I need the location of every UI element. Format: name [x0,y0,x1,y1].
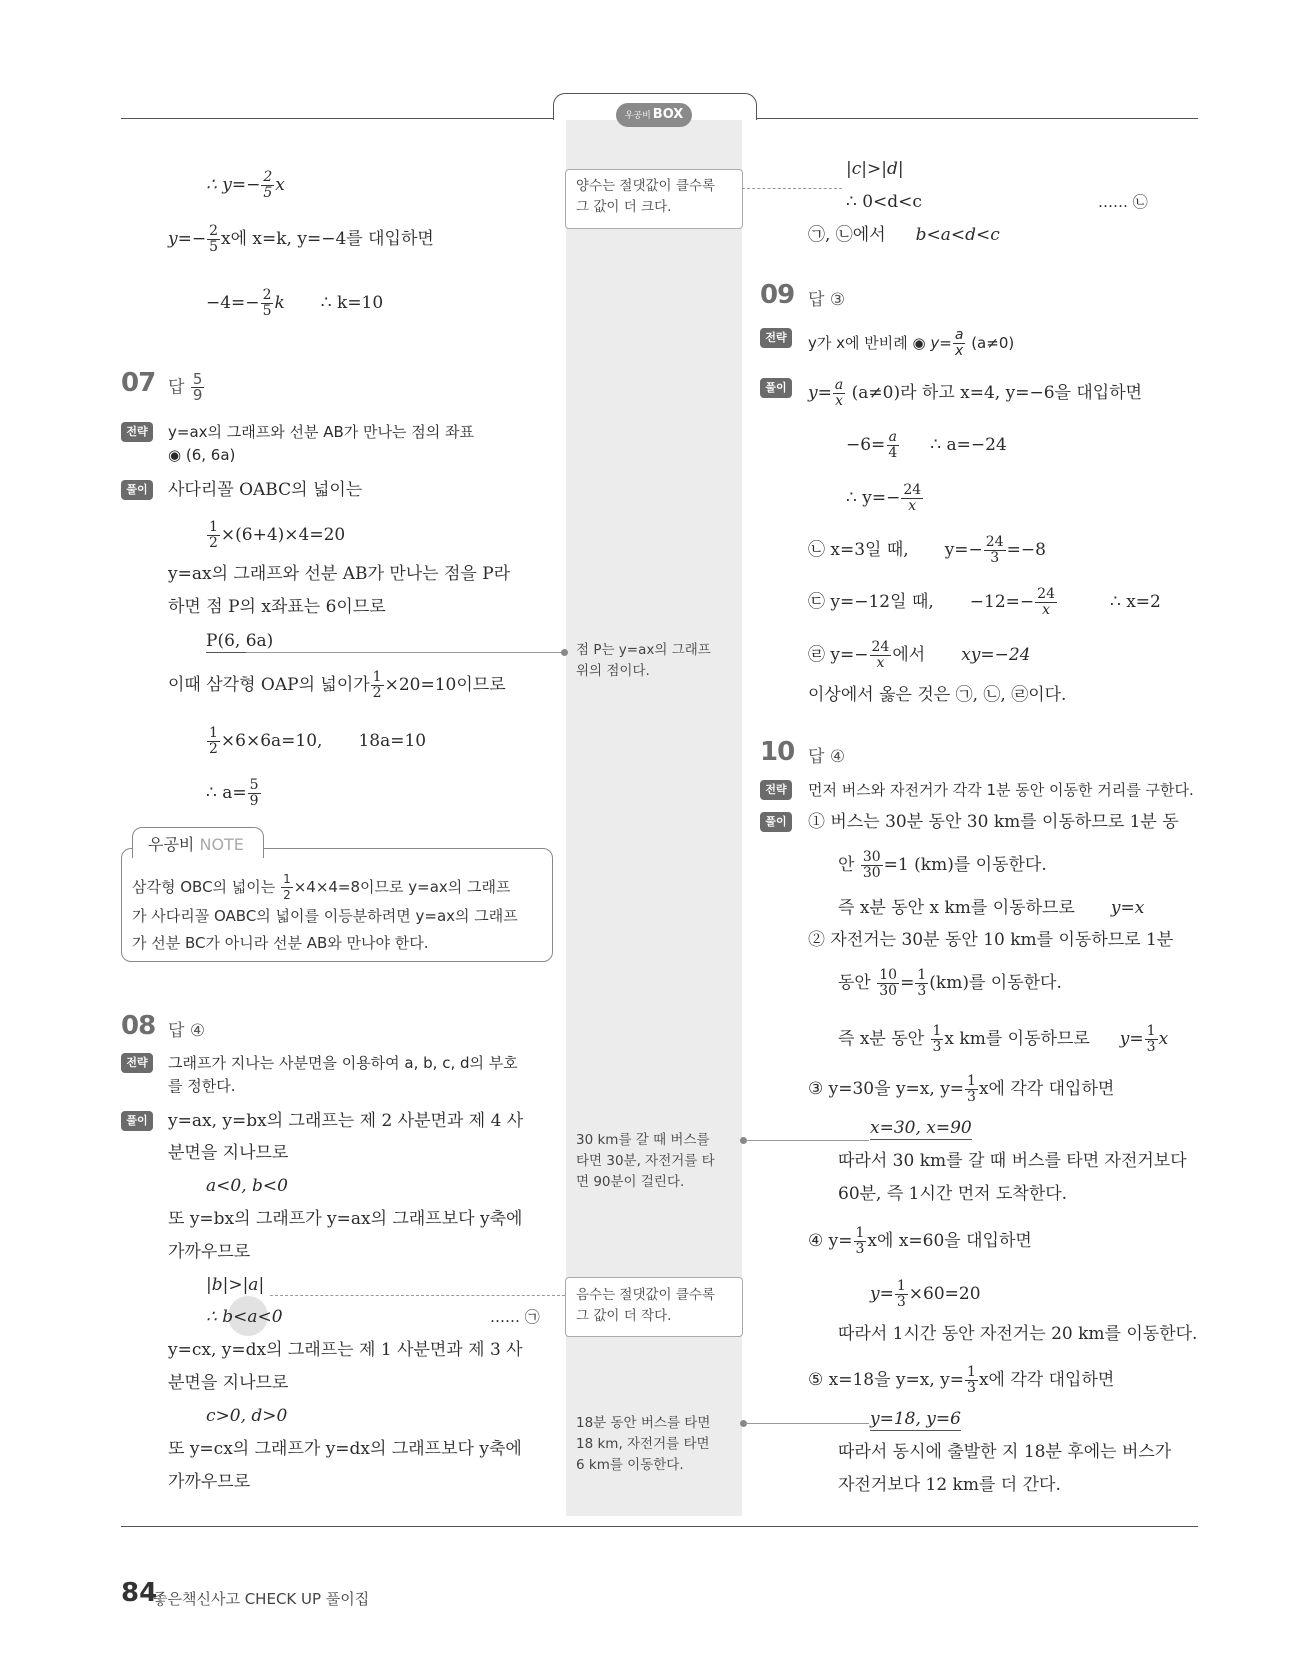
strategy-tag-07: 전략 [121,422,153,442]
q08-solution-12: 가까우므로 [168,1472,251,1492]
q08-solution-3: a<0, b<0 [206,1176,288,1196]
right-line-2: ∴ 0<d<c [846,192,922,212]
note-title: 우공비 NOTE [148,835,244,854]
q08-strategy-2: 를 정한다. [168,1077,236,1095]
q07-solution-7: $\frac{1}{2}$ ×6×6a=10, 18a=10 [209,725,427,757]
side-connector-1 [742,188,842,189]
q07-solution-2: $\frac{1}{2}$ ×(6+4)×4=20 [209,519,346,551]
q08-solution-9: 분면을 지나므로 [168,1373,289,1393]
right-line-3: ㉠, ㉡에서 b<a<d<c [808,225,1000,245]
side-note-3: 30 km를 갈 때 버스를 타면 30분, 자전거를 타 면 90분이 걸린다. [576,1132,715,1190]
strategy-tag-08: 전략 [121,1053,153,1073]
q09-solution-5: ㉢ y=−12일 때, −12=− $\frac{24}{x}$ ∴ x=2 [808,586,1161,618]
q08-solution-1: y=ax, y=bx의 그래프는 제 2 사분면과 제 4 사 [168,1111,524,1131]
bottom-rule [121,1526,1198,1527]
page-title: 좋은책신사고 CHECK UP 풀이집 [153,1590,370,1608]
question-10-number: 10 [760,737,795,767]
side-note-4: 음수는 절댓값이 클수록 그 값이 더 작다. [576,1287,715,1324]
answer-10: 답 ④ [808,747,846,767]
q08-solution-6: |b|>|a| [206,1275,265,1295]
side-connector-3 [745,1140,869,1141]
side-note-1: 양수는 절댓값이 클수록 그 값이 더 크다. [576,178,715,215]
q07-strategy-2: ◉ (6, 6a) [168,446,236,464]
side-connector-2 [246,652,562,653]
question-07-number: 07 [121,368,156,398]
q07-solution-3: y=ax의 그래프와 선분 AB가 만나는 점을 P라 [168,564,511,584]
q10-solution-5: 동안 $\frac{10}{30}$ = $\frac{1}{3}$ (km)를 이동한다. [838,967,1062,999]
q09-solution-3: ∴ y=− $\frac{24}{x}$ [846,482,922,514]
q09-solution-6: ㉣ y=− $\frac{24}{x}$ 에서 xy=−24 [808,639,1031,671]
question-09-number: 09 [760,280,795,310]
right-line-2-tag: …… ㉡ [1098,193,1148,211]
q10-solution-14: ⑤ x=18을 y=x, y= $\frac{1}{3}$ x에 각각 대입하면 [808,1364,1115,1396]
q08-solution-10: c>0, d>0 [206,1406,288,1426]
q07-solution-4: 하면 점 P의 x좌표는 6이므로 [168,597,386,617]
q08-solution-4: 또 y=bx의 그래프가 y=ax의 그래프보다 y축에 [168,1209,523,1229]
q10-solution-16: 따라서 동시에 출발한 지 18분 후에는 버스가 [838,1442,1172,1462]
q08-solution-2: 분면을 지나므로 [168,1143,289,1163]
q07-solution-1: 사다리꼴 OABC의 넓이는 [168,480,363,500]
q08-solution-11: 또 y=cx의 그래프가 y=dx의 그래프보다 y축에 [168,1439,522,1459]
q10-solution-8: x=30, x=90 [870,1118,972,1138]
q10-solution-3: 즉 x분 동안 x km를 이동하므로 y=x [838,898,1145,918]
side-connector-5 [745,1423,869,1424]
question-08-number: 08 [121,1011,156,1041]
side-dot-2 [561,649,568,656]
answer-09: 답 ③ [808,290,846,310]
answer-07: 답 $\frac{5}{9}$ [168,370,203,404]
solution-tag-10: 풀이 [760,812,792,832]
left-line-1: ∴ y=− $\frac{2}{5}$ x [206,169,285,201]
q08-solution-7: ∴ b<a<0 [206,1307,283,1327]
q09-solution-2: −6= $\frac{a}{4}$ ∴ a=−24 [846,429,1007,461]
note-text: 삼각형 OBC의 넓이는 $\frac{1}{2}$ ×4×4=8이므로 y=ax의 그래프 가 사다리꼴 OABC의 넓이를 이등분하려면 y=ax의 그래프 가 선분 BC가 아니라 선분 AB와 만나야 한다. [132,872,518,952]
q09-solution-4: ㉡ x=3일 때, y=− $\frac{24}{3}$ =−8 [808,534,1046,566]
q07-solution-6: 이때 삼각형 OAP의 넓이가 $\frac{1}{2}$ ×20=10이므로 [168,669,506,701]
q10-solution-13: 따라서 1시간 동안 자전거는 20 km를 이동한다. [838,1324,1198,1344]
strategy-tag-10: 전략 [760,780,792,800]
solution-tag-08: 풀이 [121,1111,153,1131]
q07-strategy-1: y=ax의 그래프와 선분 AB가 만나는 점의 좌표 [168,423,475,441]
q10-solution-11: ④ y= $\frac{1}{3}$ x에 x=60을 대입하면 [808,1225,1032,1257]
q10-solution-6: 즉 x분 동안 $\frac{1}{3}$ x km를 이동하므로 y= $\frac{1}{3}$ x [838,1023,1169,1055]
left-line-3: −4=− $\frac{2}{5}$ k ∴ k=10 [206,287,384,319]
side-note-2: 점 P는 y=ax의 그래프 위의 점이다. [576,642,711,679]
q08-solution-8: y=cx, y=dx의 그래프는 제 1 사분면과 제 3 사 [168,1340,523,1360]
q10-solution-15: y=18, y=6 [870,1409,961,1429]
side-note-5: 18분 동안 버스를 타면 18 km, 자전거를 타면 6 km를 이동한다. [576,1415,711,1473]
q10-solution-7: ③ y=30을 y=x, y= $\frac{1}{3}$ x에 각각 대입하면 [808,1073,1115,1105]
q10-solution-17: 자전거보다 12 km를 더 간다. [838,1475,1061,1495]
q08-solution-7-tag: …… ㉠ [490,1308,540,1326]
left-line-2: y=− $\frac{2}{5}$ x에 x=k, y=−4를 대입하면 [168,223,434,255]
q08-strategy-1: 그래프가 지나는 사분면을 이용하여 a, b, c, d의 부호 [168,1054,518,1072]
q10-solution-12: y= $\frac{1}{3}$ ×60=20 [870,1278,981,1310]
q10-solution-2: 안 $\frac{30}{30}$ =1 (km)를 이동한다. [838,849,1047,881]
right-line-1: |c|>|d| [846,159,904,179]
q09-strategy: y가 x에 반비례 ◉ y= $\frac{a}{x}$ (a≠0) [808,327,1015,359]
q10-strategy: 먼저 버스와 자전거가 각각 1분 동안 이동한 거리를 구한다. [808,781,1194,799]
q09-solution-1: y= $\frac{a}{x}$ (a≠0)라 하고 x=4, y=−6을 대입하면 [808,377,1143,409]
q09-solution-7: 이상에서 옳은 것은 ㉠, ㉡, ㉣이다. [808,685,1067,705]
q07-solution-5: P(6, 6a) [206,631,274,651]
q10-solution-9: 따라서 30 km를 갈 때 버스를 타면 자전거보다 [838,1151,1187,1171]
q10-solution-1: ① 버스는 30분 동안 30 km를 이동하므로 1분 동 [808,812,1179,832]
q10-solution-10: 60분, 즉 1시간 먼저 도착한다. [838,1184,1068,1204]
solution-tag-09: 풀이 [760,378,792,398]
page-number: 84 [121,1578,158,1608]
solution-tag-07: 풀이 [121,480,153,500]
box-label: 우공비 BOX [616,103,692,127]
q07-solution-8: ∴ a= $\frac{5}{9}$ [206,777,259,809]
answer-08: 답 ④ [168,1021,206,1041]
side-connector-4 [270,1295,565,1296]
q10-solution-4: ② 자전거는 30분 동안 10 km를 이동하므로 1분 [808,930,1174,950]
strategy-tag-09: 전략 [760,328,792,348]
q08-solution-5: 가까우므로 [168,1242,251,1262]
